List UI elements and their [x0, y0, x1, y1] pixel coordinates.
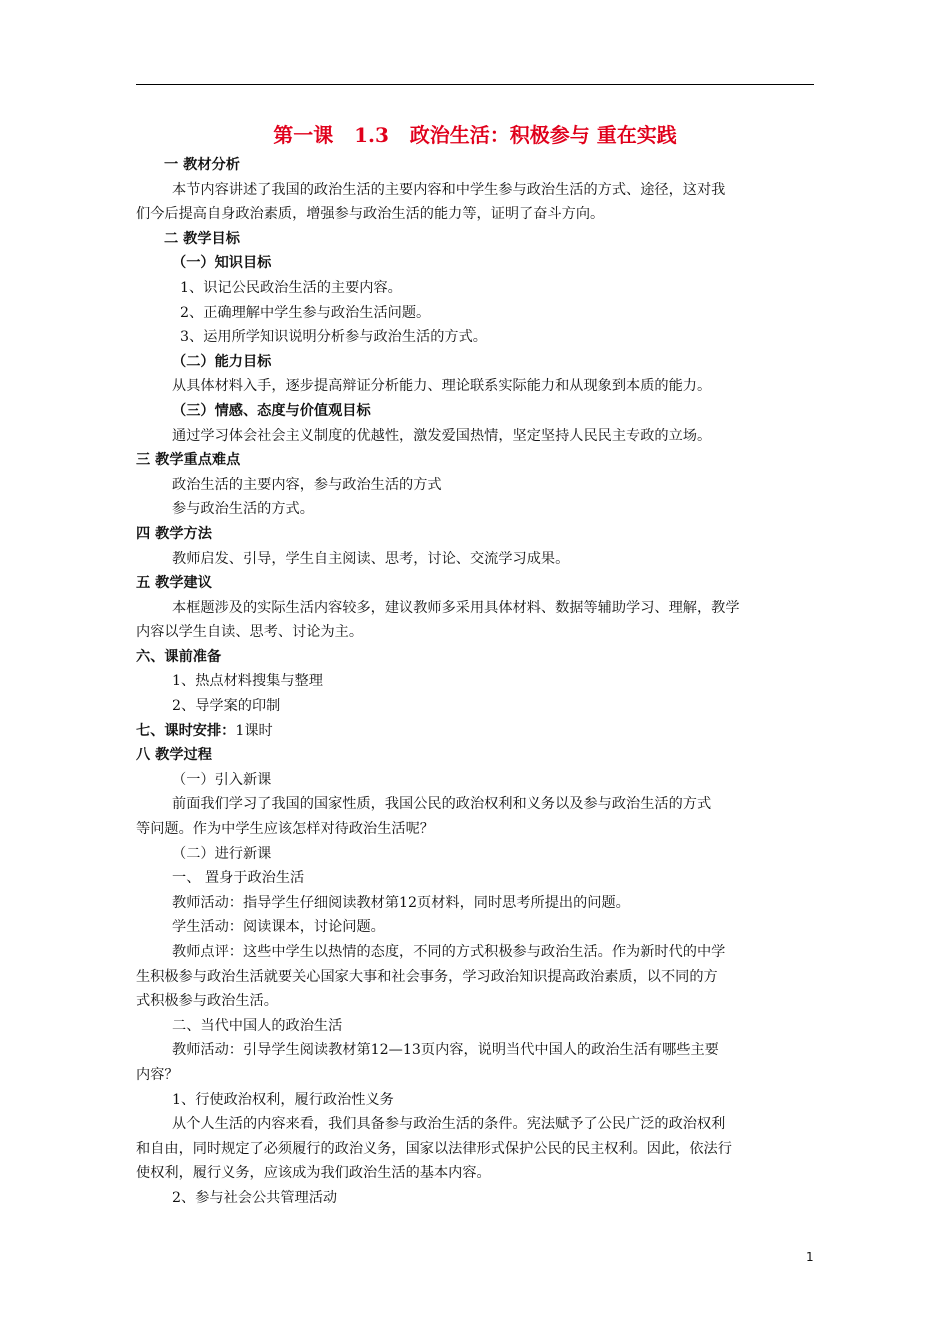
text-line: 1、热点材料搜集与整理 — [172, 673, 323, 690]
text-line: 本节内容讲述了我国的政治生活的主要内容和中学生参与政治生活的方式、途径，这对我 — [172, 181, 726, 198]
document-lines — [136, 153, 814, 1211]
text-line: （二）进行新课 — [172, 845, 272, 862]
text-line: 一 教材分析 — [164, 157, 240, 173]
text-line: 使权利，履行义务，应该成为我们政治生活的基本内容。 — [136, 1165, 491, 1182]
text-line: （二）能力目标 — [172, 353, 272, 370]
text-line: 二、当代中国人的政治生活 — [172, 1017, 343, 1034]
text-line — [136, 719, 814, 744]
text-line: 3、运用所学知识说明分析参与政治生活的方式。 — [180, 329, 487, 346]
text-line: 参与政治生活的方式。 — [172, 501, 314, 518]
text-line: 式积极参与政治生活。 — [136, 993, 278, 1010]
text-line: （一）引入新课 — [172, 771, 272, 788]
text-line: 生积极参与政治生活就要关心国家大事和社会事务，学习政治知识提高政治素质，以不同的方 — [136, 968, 718, 985]
document-title: 第一课 1.3 政治生活：积极参与 重在实践 — [273, 123, 677, 147]
line-value: 1课时 — [235, 722, 273, 739]
text-line: 一、 置身于政治生活 — [172, 870, 305, 887]
text-line: （三）情感、态度与价值观目标 — [172, 402, 371, 419]
text-line: 等问题。作为中学生应该怎样对待政治生活呢？ — [136, 821, 434, 838]
text-line: 教师点评：这些中学生以热情的态度，不同的方式积极参与政治生活。作为新时代的中学 — [172, 944, 726, 960]
text-line: 四 教学方法 — [136, 525, 212, 542]
text-line: 政治生活的主要内容，参与政治生活的方式 — [172, 476, 442, 493]
text-line: 从具体材料入手，逐步提高辩证分析能力、理论联系实际能力和从现象到本质的能力。 — [172, 378, 712, 395]
text-line: 1、识记公民政治生活的主要内容。 — [180, 279, 402, 296]
text-line: 从个人生活的内容来看，我们具备参与政治生活的条件。宪法赋予了公民广泛的政治权利 — [172, 1116, 726, 1133]
document-body — [136, 120, 814, 1211]
text-line: 二 教学目标 — [164, 230, 240, 247]
header-rule — [136, 84, 814, 85]
text-line: 三 教学重点难点 — [136, 452, 241, 469]
text-line: 2、导学案的印制 — [172, 698, 281, 715]
text-line: 2、参与社会公共管理活动 — [172, 1189, 338, 1206]
text-line: 1、行使政治权利，履行政治性义务 — [172, 1091, 394, 1108]
text-line: 五 教学建议 — [136, 575, 212, 592]
line-label: 七、课时安排： — [136, 722, 236, 739]
text-line: （一）知识目标 — [172, 255, 272, 272]
text-line: 前面我们学习了我国的国家性质，我国公民的政治权利和义务以及参与政治生活的方式 — [172, 796, 712, 813]
text-line: 们今后提高自身政治素质，增强参与政治生活的能力等，证明了奋斗方向。 — [136, 206, 605, 223]
text-line: 本框题涉及的实际生活内容较多，建议教师多采用具体材料、数据等辅助学习、理解，教学 — [172, 599, 740, 616]
page-number: 1 — [806, 1250, 814, 1264]
text-line: 学生活动：阅读课本，讨论问题。 — [172, 919, 385, 936]
text-line: 通过学习体会社会主义制度的优越性，激发爱国热情，坚定坚持人民民主专政的立场。 — [172, 427, 712, 444]
text-line: 教师活动：指导学生仔细阅读教材第12页材料，同时思考所提出的问题。 — [172, 894, 630, 911]
text-line: 教师活动：引导学生阅读教材第12—13页内容，说明当代中国人的政治生活有哪些主要 — [172, 1042, 719, 1059]
text-line: 六、课前准备 — [136, 648, 222, 665]
text-line: 教师启发、引导，学生自主阅读、思考，讨论、交流学习成果。 — [172, 550, 570, 567]
text-line: 内容以学生自读、思考、讨论为主。 — [136, 624, 364, 641]
text-line: 2、正确理解中学生参与政治生活问题。 — [180, 304, 431, 321]
text-line: 八 教学过程 — [136, 747, 212, 764]
text-line: 和自由，同时规定了必须履行的政治义务，国家以法律形式保护公民的民主权利。因此，依法行 — [136, 1140, 732, 1157]
text-line: 内容？ — [136, 1066, 179, 1083]
